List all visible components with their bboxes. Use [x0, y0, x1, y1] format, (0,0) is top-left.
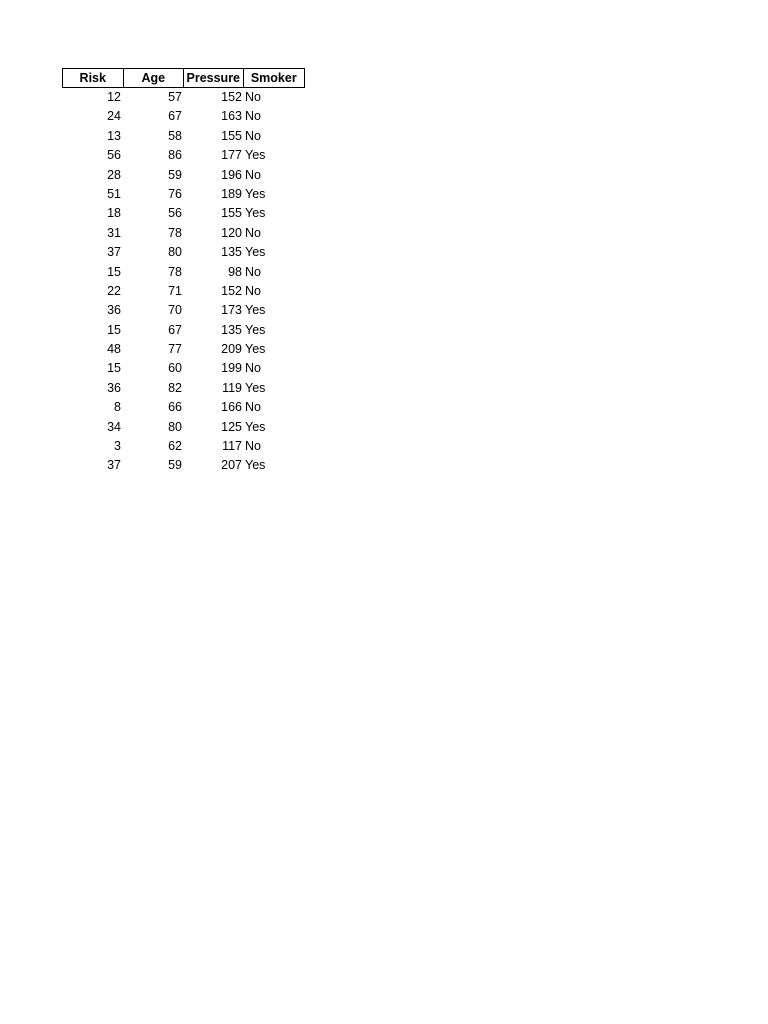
pressure-cell: 173 — [221, 303, 242, 318]
smoker-cell: No — [245, 439, 261, 454]
smoker-cell: Yes — [245, 245, 266, 260]
pressure-cell: 199 — [221, 361, 242, 376]
pressure-cell: 163 — [221, 109, 242, 124]
smoker-cell: No — [245, 283, 261, 298]
pressure-cell: 119 — [222, 380, 242, 395]
pressure-cell: 125 — [221, 419, 242, 434]
smoker-cell: Yes — [245, 419, 266, 434]
pressure-cell: 189 — [221, 186, 242, 201]
smoker-cell: No — [245, 90, 261, 104]
pressure-cell: 135 — [221, 245, 242, 260]
age-cell: 57 — [168, 90, 182, 104]
age-cell: 58 — [168, 128, 182, 143]
pressure-cell: 120 — [221, 225, 242, 240]
smoker-cell: No — [245, 361, 261, 376]
smoker-cell: No — [245, 264, 261, 279]
age-cell: 76 — [168, 186, 182, 201]
risk-cell: 18 — [107, 206, 121, 221]
pressure-cell: 98 — [228, 264, 242, 279]
risk-cell: 51 — [107, 186, 121, 201]
age-cell: 80 — [168, 419, 182, 434]
pressure-cell: 155 — [221, 206, 242, 221]
risk-cell: 36 — [107, 303, 121, 318]
smoker-cell: Yes — [245, 342, 266, 357]
table-row — [62, 321, 305, 340]
risk-cell: 24 — [107, 109, 121, 124]
risk-cell: 15 — [107, 264, 121, 279]
risk-cell: 13 — [107, 128, 121, 143]
risk-cell: 3 — [114, 439, 121, 454]
risk-cell: 34 — [107, 419, 121, 434]
pressure-cell: 152 — [221, 283, 242, 298]
header-age: Age — [124, 69, 185, 87]
pressure-cell: 207 — [221, 458, 242, 473]
risk-cell: 37 — [107, 245, 121, 260]
age-cell: 66 — [168, 400, 182, 415]
table-row — [62, 282, 305, 301]
age-cell: 78 — [168, 264, 182, 279]
smoker-cell: Yes — [245, 458, 266, 473]
table-row — [62, 340, 305, 359]
pressure-cell: 196 — [221, 167, 242, 182]
risk-cell: 12 — [107, 90, 121, 104]
smoker-cell: No — [245, 167, 261, 182]
smoker-cell: Yes — [245, 322, 266, 337]
table-row — [62, 379, 305, 398]
smoker-cell: Yes — [245, 380, 266, 395]
risk-cell: 56 — [107, 148, 121, 163]
age-cell: 59 — [168, 167, 182, 182]
age-cell: 70 — [168, 303, 182, 318]
age-cell: 80 — [168, 245, 182, 260]
smoker-cell: No — [245, 400, 261, 415]
risk-cell: 15 — [107, 322, 121, 337]
age-cell: 71 — [168, 283, 182, 298]
smoker-cell: No — [245, 225, 261, 240]
table-row — [62, 456, 305, 475]
table-row — [62, 146, 305, 165]
risk-cell: 48 — [107, 342, 121, 357]
header-pressure: Pressure — [184, 69, 244, 87]
age-cell: 67 — [168, 109, 182, 124]
age-cell: 82 — [168, 380, 182, 395]
pressure-cell: 135 — [221, 322, 242, 337]
risk-cell: 37 — [107, 458, 121, 473]
table-row — [62, 398, 305, 417]
table-row — [62, 243, 305, 262]
table-row — [62, 185, 305, 204]
smoker-cell: No — [245, 128, 261, 143]
data-table — [62, 68, 305, 476]
table-row — [62, 204, 305, 223]
table-row — [62, 437, 305, 456]
smoker-cell: Yes — [245, 303, 266, 318]
pressure-cell: 209 — [221, 342, 242, 357]
age-cell: 77 — [168, 342, 182, 357]
risk-cell: 22 — [107, 283, 121, 298]
table-row — [62, 301, 305, 320]
age-cell: 86 — [168, 148, 182, 163]
risk-cell: 36 — [107, 380, 121, 395]
smoker-cell: No — [245, 109, 261, 124]
table-row — [62, 359, 305, 378]
risk-cell: 28 — [107, 167, 121, 182]
table-row — [62, 418, 305, 437]
age-cell: 67 — [168, 322, 182, 337]
risk-cell: 8 — [114, 400, 121, 415]
smoker-cell: Yes — [245, 206, 266, 221]
header-smoker: Smoker — [250, 71, 297, 85]
table-row — [62, 263, 305, 282]
risk-cell: 15 — [107, 361, 121, 376]
smoker-cell: Yes — [245, 148, 266, 163]
risk-cell: 31 — [107, 225, 121, 240]
age-cell: 62 — [168, 439, 182, 454]
age-cell: 60 — [168, 361, 182, 376]
table-body — [62, 88, 305, 476]
pressure-cell: 117 — [222, 439, 242, 454]
table-header-row — [62, 68, 305, 88]
age-cell: 59 — [168, 458, 182, 473]
pressure-cell: 152 — [221, 90, 242, 104]
table-row — [62, 166, 305, 185]
smoker-cell: Yes — [245, 186, 266, 201]
table-row — [62, 127, 305, 146]
table-row — [62, 107, 305, 126]
age-cell: 78 — [168, 225, 182, 240]
table-row — [62, 224, 305, 243]
age-cell: 56 — [168, 206, 182, 221]
table-row — [62, 88, 305, 107]
pressure-cell: 166 — [221, 400, 242, 415]
pressure-cell: 155 — [221, 128, 242, 143]
pressure-cell: 177 — [221, 148, 242, 163]
header-risk: Risk — [63, 69, 124, 87]
